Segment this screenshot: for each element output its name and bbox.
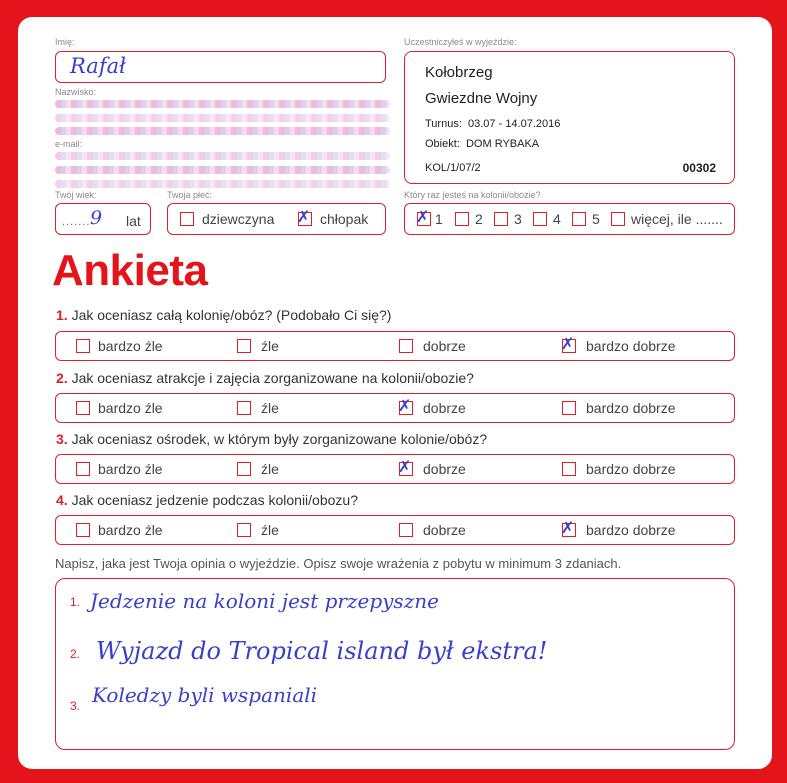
rating-checkbox[interactable] [76, 462, 90, 476]
gender-option-label: chłopak [320, 211, 369, 227]
question-1: 1. Jak oceniasz całą kolonię/obóz? (Podobało Ci się?) [56, 307, 392, 323]
object-value: DOM RYBAKA [465, 138, 540, 150]
rating-label: bardzo dobrze [586, 461, 676, 477]
rating-label: bardzo dobrze [586, 522, 676, 538]
name-label: Imię: [55, 37, 75, 47]
opinion-line-text: Wyjazd do Tropical island był ekstra! [96, 637, 548, 665]
name-value: Rafał [70, 54, 126, 78]
age-label: Twój wiek: [55, 190, 97, 200]
times-option-label: 4 [553, 211, 561, 227]
times-checkbox[interactable] [611, 212, 625, 226]
gender-checkbox-girl[interactable] [180, 212, 194, 226]
age-unit: lat [126, 213, 141, 229]
surname-redacted [55, 114, 390, 122]
rating-checkbox[interactable] [399, 523, 413, 537]
rating-checkbox[interactable] [237, 523, 251, 537]
surname-label: Nazwisko: [55, 87, 97, 97]
email-redacted [55, 152, 390, 160]
opinion-prompt: Napisz, jaka jest Twoja opinia o wyjeździe. Opisz swoje wrażenia z pobytu w minimum 3 zdaniach. [55, 556, 622, 571]
rating-label: źle [261, 461, 279, 477]
times-field [404, 203, 735, 235]
trip-number: 00302 [682, 161, 716, 175]
rating-checkbox-selected[interactable] [398, 396, 413, 415]
rating-checkbox[interactable] [562, 401, 576, 415]
email-redacted [55, 180, 390, 188]
rating-checkbox-selected[interactable] [398, 457, 413, 476]
rating-label: bardzo źle [98, 338, 163, 354]
gender-field [167, 203, 386, 235]
times-checkbox[interactable] [416, 207, 431, 226]
answer-row-1 [55, 331, 735, 361]
rating-label: bardzo źle [98, 400, 163, 416]
rating-label: dobrze [423, 461, 466, 477]
rating-checkbox[interactable] [237, 401, 251, 415]
rating-label: dobrze [423, 338, 466, 354]
trip-city: Kołobrzeg [425, 64, 493, 81]
gender-label: Twoja płeć: [167, 190, 213, 200]
rating-label: dobrze [423, 400, 466, 416]
opinion-field[interactable] [55, 578, 735, 750]
answer-row-2 [55, 393, 735, 423]
rating-label: bardzo dobrze [586, 400, 676, 416]
email-redacted [55, 166, 390, 174]
turnus-label: Turnus: [425, 118, 462, 130]
check-mark-icon: ✗ [561, 334, 575, 353]
opinion-line-number: 2. [70, 647, 81, 661]
answer-row-3 [55, 454, 735, 484]
rating-checkbox[interactable] [76, 523, 90, 537]
age-field[interactable] [55, 203, 151, 235]
rating-checkbox[interactable] [76, 339, 90, 353]
rating-label: bardzo źle [98, 522, 163, 538]
opinion-line-number: 3. [70, 699, 81, 713]
times-checkbox[interactable] [533, 212, 547, 226]
rating-checkbox[interactable] [237, 462, 251, 476]
trip-code: KOL/1/07/2 [425, 162, 481, 174]
check-mark-icon: ✗ [297, 207, 311, 226]
age-dots: ....... [62, 216, 91, 228]
times-checkbox[interactable] [455, 212, 469, 226]
check-mark-icon: ✗ [561, 518, 575, 537]
question-2: 2. Jak oceniasz atrakcje i zajęcia zorganizowane na kolonii/obozie? [56, 370, 474, 386]
opinion-line-number: 1. [70, 595, 81, 609]
turnus-row [425, 118, 560, 130]
rating-label: źle [261, 522, 279, 538]
rating-label: źle [261, 338, 279, 354]
object-label: Obiekt: [425, 138, 460, 150]
check-mark-icon: ✗ [398, 396, 412, 415]
times-checkbox[interactable] [494, 212, 508, 226]
turnus-value: 03.07 - 14.07.2016 [468, 118, 561, 130]
rating-label: bardzo źle [98, 461, 163, 477]
survey-title: Ankieta [52, 246, 208, 295]
email-label: e-mail: [55, 139, 83, 149]
opinion-line-text: Jedzenie na koloni jest przepyszne [90, 589, 439, 613]
opinion-line-text: Koledzy byli wspaniali [92, 683, 318, 707]
times-option-label: 1 [435, 211, 443, 227]
answer-row-4 [55, 515, 735, 545]
times-checkbox[interactable] [572, 212, 586, 226]
times-option-label: 3 [514, 211, 522, 227]
name-field[interactable] [55, 51, 386, 83]
question-4: 4. Jak oceniasz jedzenie podczas kolonii/obozu? [56, 492, 358, 508]
times-option-label: więcej, ile ....... [631, 211, 723, 227]
surname-redacted [55, 127, 390, 135]
gender-option-label: dziewczyna [202, 211, 275, 227]
trip-label: Uczestniczyłeś w wyjeździe: [404, 37, 517, 47]
rating-checkbox[interactable] [562, 462, 576, 476]
rating-label: źle [261, 400, 279, 416]
check-mark-icon: ✗ [398, 457, 412, 476]
rating-label: bardzo dobrze [586, 338, 676, 354]
rating-checkbox[interactable] [76, 401, 90, 415]
gender-checkbox-boy[interactable] [297, 207, 312, 226]
object-row [425, 138, 539, 150]
rating-label: dobrze [423, 522, 466, 538]
times-option-label: 2 [475, 211, 483, 227]
rating-checkbox-selected[interactable] [561, 334, 576, 353]
age-value: 9 [90, 207, 103, 229]
check-mark-icon: ✗ [416, 207, 430, 226]
trip-info-box [404, 51, 735, 184]
times-option-label: 5 [592, 211, 600, 227]
rating-checkbox-selected[interactable] [561, 518, 576, 537]
rating-checkbox[interactable] [399, 339, 413, 353]
question-3: 3. Jak oceniasz ośrodek, w którym były zorganizowane kolonie/obóz? [56, 431, 488, 447]
trip-theme: Gwiezdne Wojny [425, 90, 538, 107]
times-label: Który raz jesteś na kolonii/obozie? [404, 190, 541, 200]
surname-redacted [55, 100, 390, 108]
rating-checkbox[interactable] [237, 339, 251, 353]
